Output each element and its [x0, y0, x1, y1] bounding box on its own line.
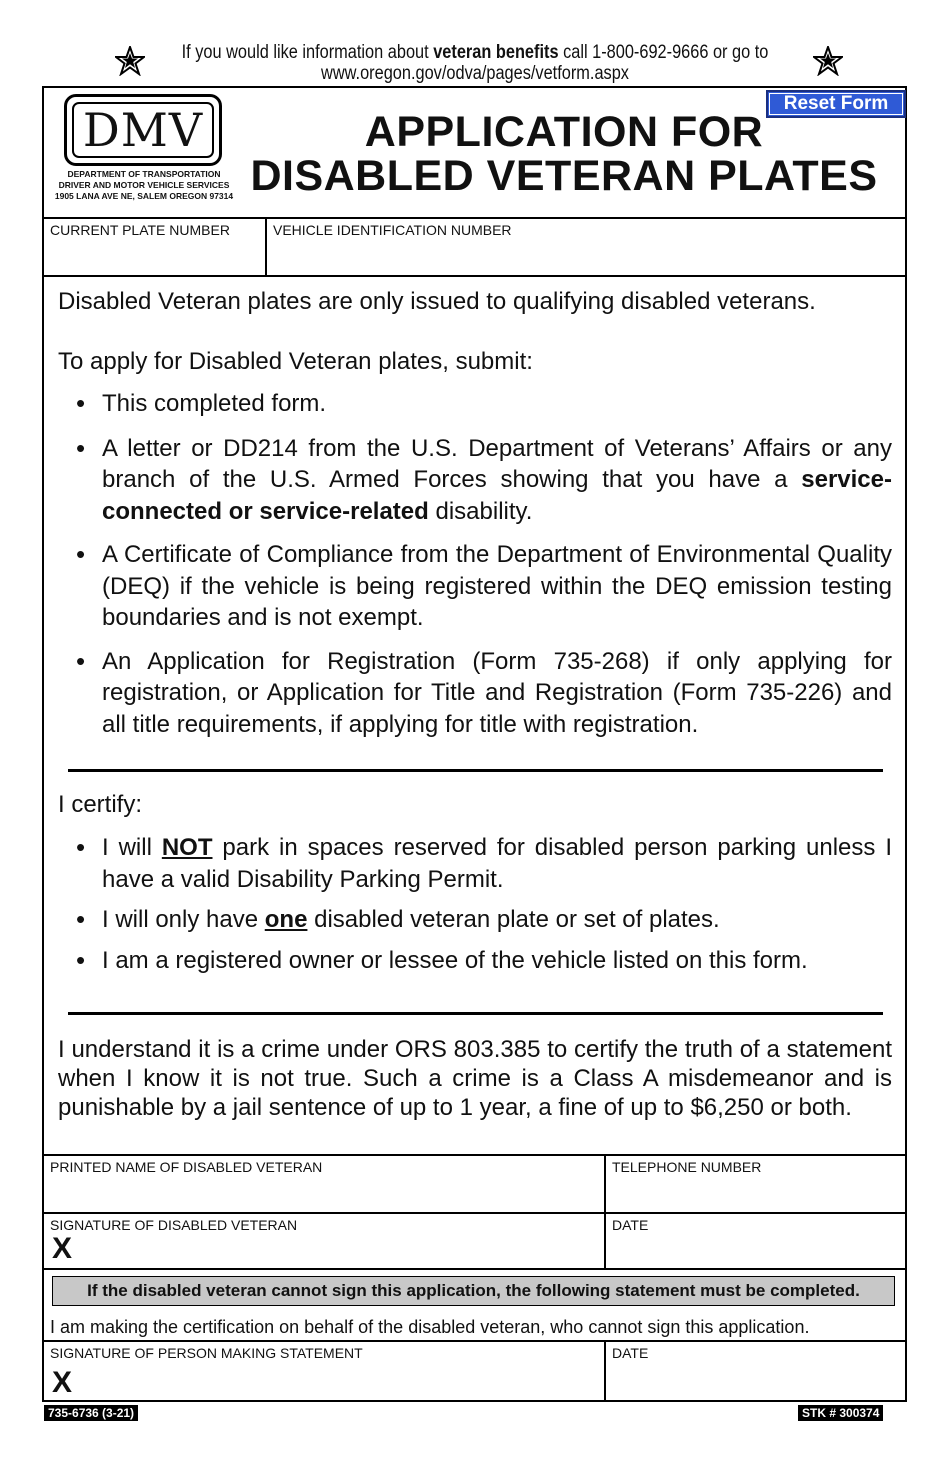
statement-signature-row [44, 1340, 905, 1400]
reset-form-button[interactable]: Reset Form [766, 90, 906, 118]
current-plate-cell [44, 219, 265, 275]
stock-number: STK # 300374 [798, 1405, 883, 1421]
date-cell [604, 1342, 905, 1400]
intro-text: Disabled Veteran plates are only issued to qualifying disabled veterans. [58, 288, 816, 315]
date-input[interactable] [612, 1236, 899, 1264]
vin-cell [265, 219, 905, 275]
veteran-signature-cell [44, 1214, 604, 1268]
veteran-benefits-note [0, 42, 950, 84]
list-item: • A Certificate of Compliance from the Department of Environmental Quality (DEQ) if the vehicle is being registered within the DEQ emission testing boundaries and is not exempt. [58, 539, 892, 634]
list-item: • An Application for Registration (Form 735-268) if only applying for registration, or Application for Title and Registration (Form 735-226) and all title requirements, if applying for title with registration. [58, 646, 892, 741]
printed-name-cell [44, 1156, 604, 1212]
person-signature-cell [44, 1342, 604, 1400]
telephone-input[interactable] [612, 1178, 899, 1208]
printed-name-label: PRINTED NAME OF DISABLED VETERAN [50, 1159, 323, 1175]
behalf-statement: I am making the certification on behalf of the disabled veteran, who cannot sign this application. [50, 1317, 810, 1337]
apply-heading: To apply for Disabled Veteran plates, submit: [58, 348, 533, 375]
application-form [42, 86, 907, 1402]
signature-x-mark: X [52, 1232, 73, 1265]
form-number: 735-6736 (3-21) [44, 1405, 138, 1421]
cannot-sign-notice: If the disabled veteran cannot sign this application, the following statement must be completed. [52, 1276, 895, 1306]
current-plate-label: CURRENT PLATE NUMBER [50, 222, 230, 238]
form-header [44, 88, 905, 219]
odva-url: www.oregon.gov/odva/pages/vetform.aspx [321, 63, 629, 84]
person-signature-label: SIGNATURE OF PERSON MAKING STATEMENT [50, 1345, 363, 1361]
date-label: DATE [612, 1217, 649, 1233]
list-item: • I will only have one disabled veteran plate or set of plates. [58, 904, 892, 936]
department-address: DEPARTMENT OF TRANSPORTATION DRIVER AND MOTOR VEHICLE SERVICES 1905 LANA AVE NE, SALEM OREGON 97314 [54, 169, 234, 201]
note-bold: veteran benefits [433, 42, 559, 63]
vin-label: VEHICLE IDENTIFICATION NUMBER [273, 222, 512, 238]
list-item: • A letter or DD214 from the U.S. Department of Veterans’ Affairs or any branch of the U.S. Armed Forces showing that you have a service-connected or service-related disability. [58, 433, 892, 528]
divider [68, 769, 883, 772]
date-cell [604, 1214, 905, 1268]
list-item: • I will NOT park in spaces reserved for disabled person parking unless I have a valid Disability Parking Permit. [58, 832, 892, 895]
telephone-label: TELEPHONE NUMBER [612, 1159, 762, 1175]
dmv-logo-text: DMV [82, 103, 204, 157]
note-text-suffix: call 1-800-692-9666 or go to [558, 42, 769, 63]
date-input[interactable] [612, 1364, 899, 1396]
list-item: • This completed form. [58, 388, 892, 420]
certify-heading: I certify: [58, 791, 143, 818]
divider [68, 1012, 883, 1015]
dmv-logo [64, 94, 222, 166]
crime-statement: I understand it is a crime under ORS 803.385 to certify the truth of a statement when I know it is not true. Such a crime is a Class A misdemeanor and is punishable by a jail sentence of up to 1 year, a fine of up to $6,250 or both. [58, 1036, 892, 1121]
vin-input[interactable] [273, 241, 899, 271]
apply-list [58, 388, 892, 740]
certify-list [58, 832, 892, 976]
page-title: APPLICATION FOR DISABLED VETERAN PLATES [250, 108, 878, 200]
signature-x-mark: X [52, 1366, 73, 1399]
signature-date-row [44, 1212, 905, 1270]
veteran-signature-label: SIGNATURE OF DISABLED VETERAN [50, 1217, 298, 1233]
vehicle-info-row [44, 219, 905, 277]
note-text: If you would like information about [181, 42, 434, 63]
name-phone-row [44, 1154, 905, 1212]
telephone-cell [604, 1156, 905, 1212]
current-plate-input[interactable] [50, 241, 259, 271]
printed-name-input[interactable] [50, 1178, 598, 1208]
list-item: • I am a registered owner or lessee of the vehicle listed on this form. [58, 945, 892, 977]
date-label: DATE [612, 1345, 649, 1361]
